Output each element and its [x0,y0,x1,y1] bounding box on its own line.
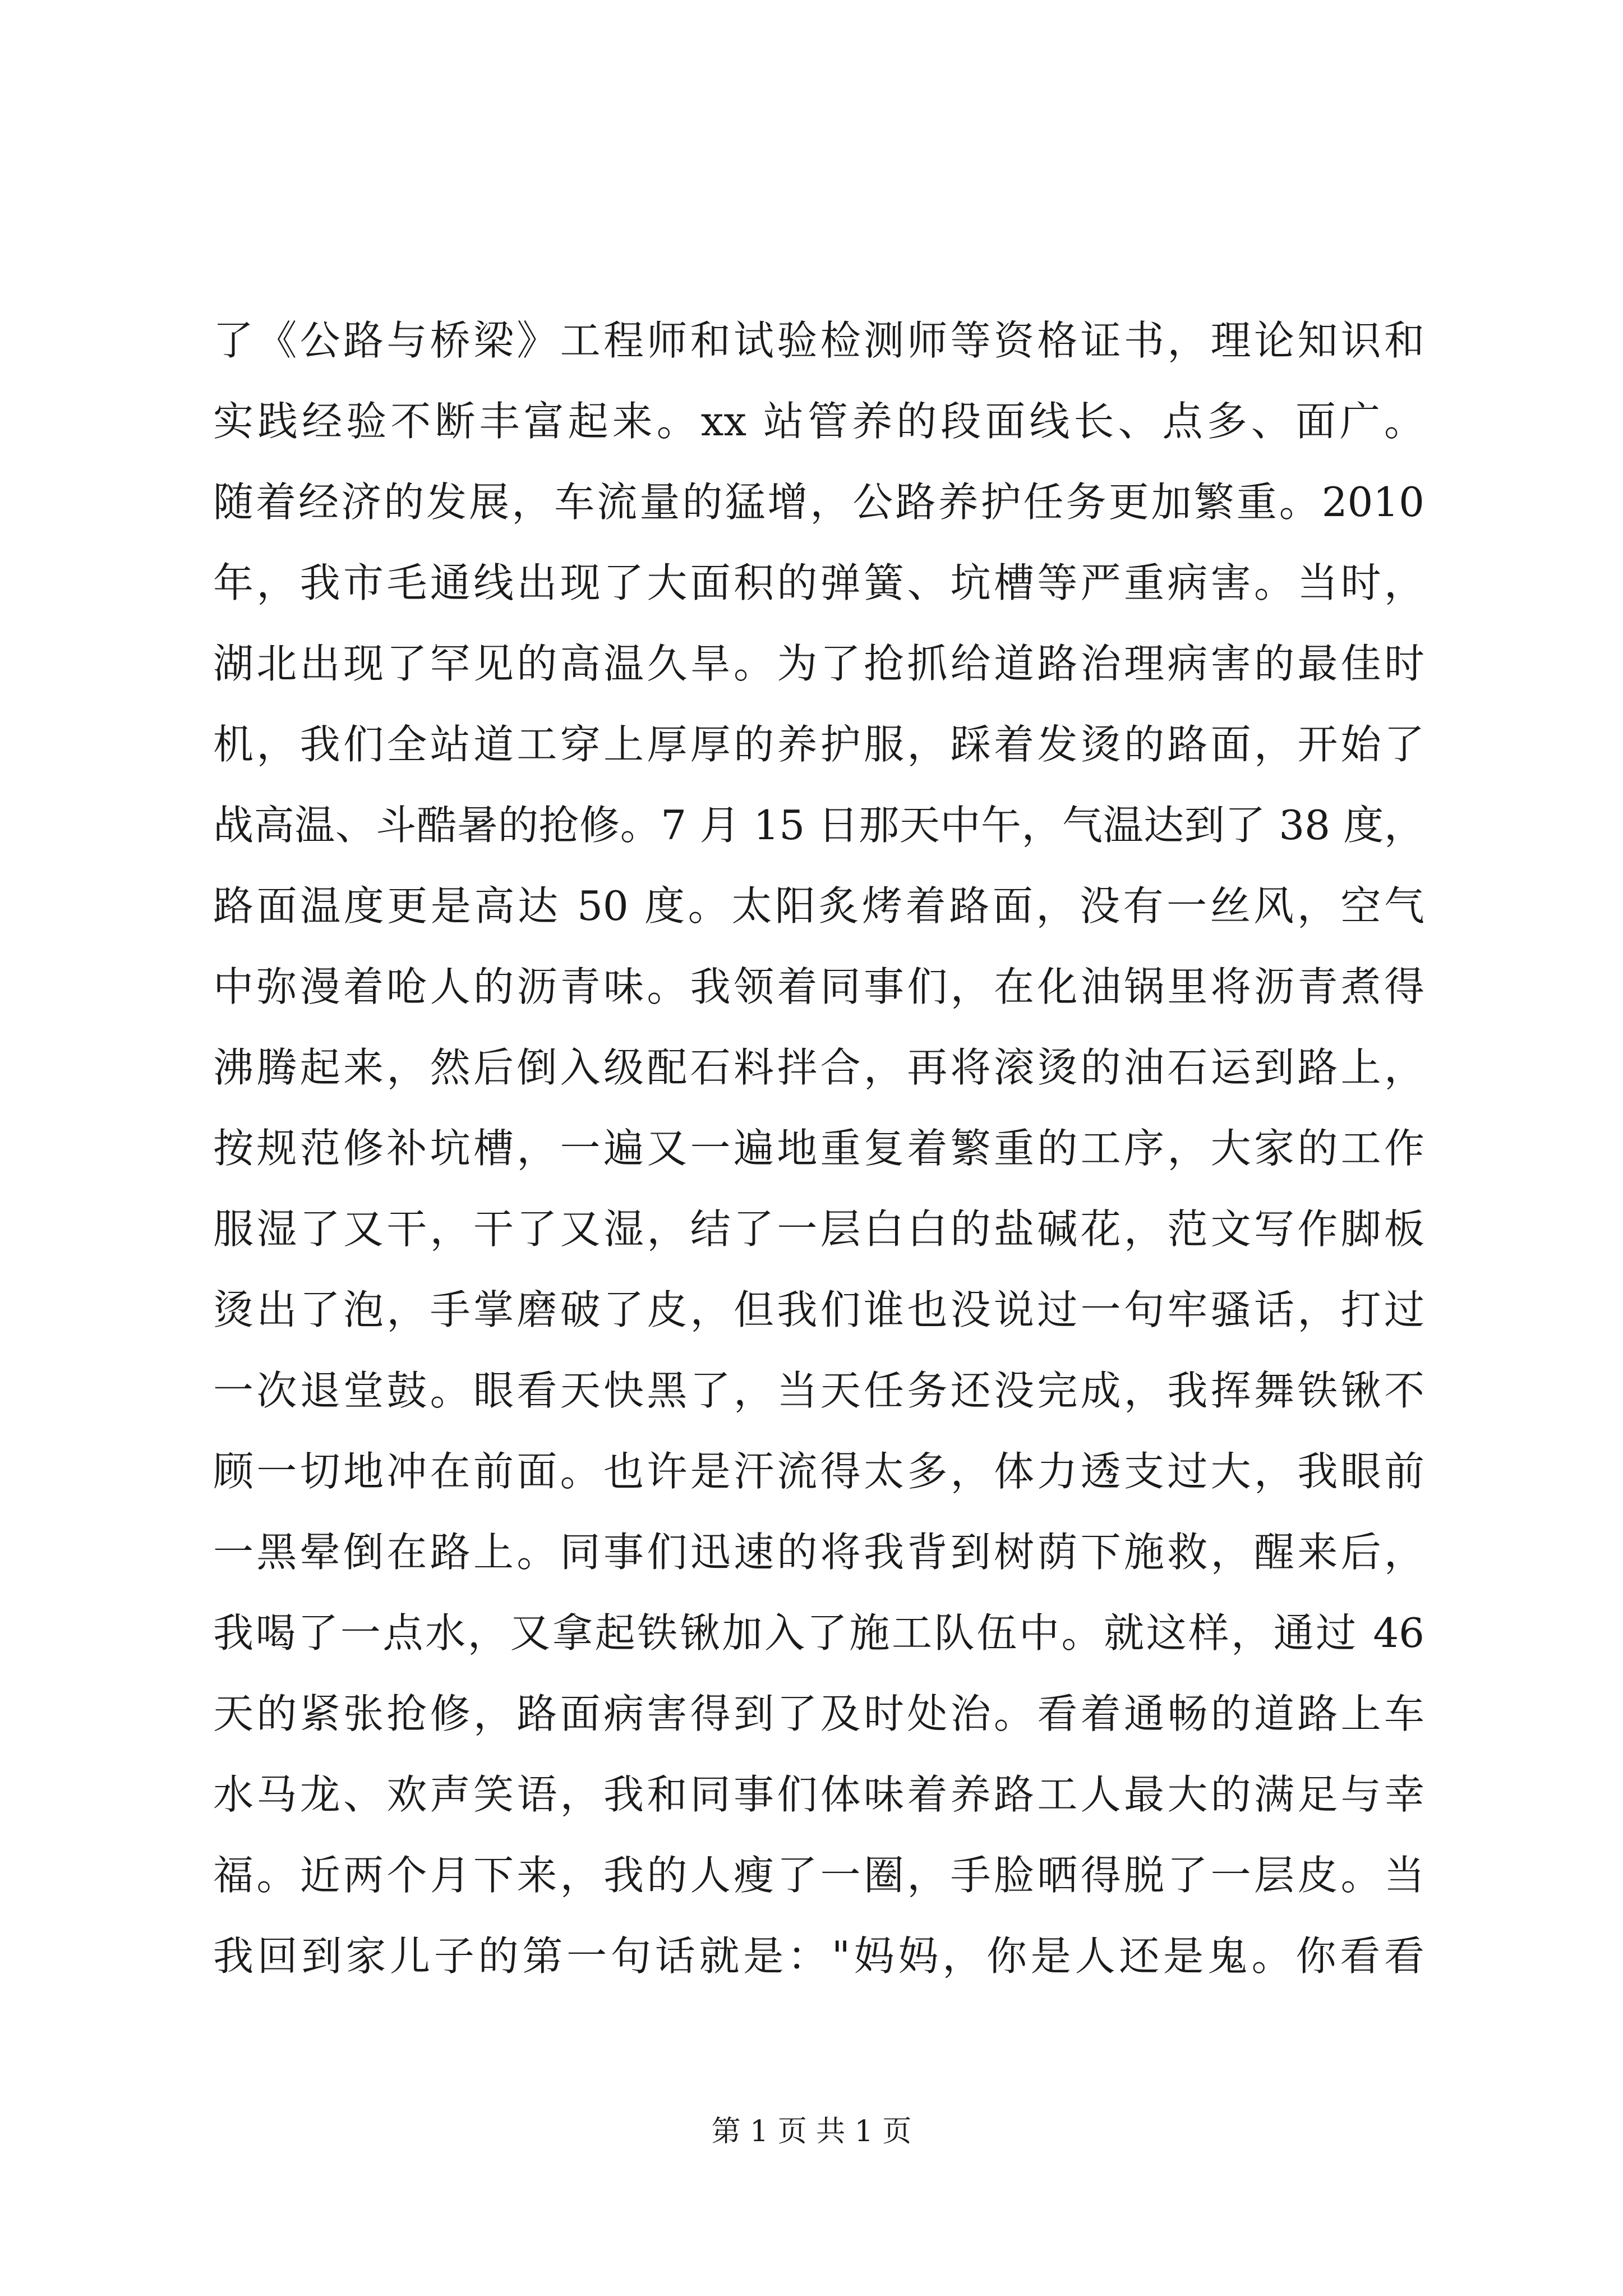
text-line: 实践经验不断丰富起来。xx 站管养的段面线长、点多、面广。 [213,398,1424,445]
text-line: 中弥漫着呛人的沥青味。我领着同事们，在化油锅里将沥青煮得 [213,963,1424,1010]
text-line: 天的紧张抢修，路面病害得到了及时处治。看着通畅的道路上车 [213,1690,1424,1737]
text-line: 烫出了泡，手掌磨破了皮，但我们谁也没说过一句牢骚话，打过 [213,1286,1424,1333]
text-line: 湖北出现了罕见的高温久旱。为了抢抓给道路治理病害的最佳时 [213,640,1424,687]
page-footer: 第 1 页 共 1 页 [711,2115,912,2148]
text-line: 水马龙、欢声笑语，我和同事们体味着养路工人最大的满足与幸 [213,1771,1424,1818]
text-line: 一次退堂鼓。眼看天快黑了，当天任务还没完成，我挥舞铁锹不 [213,1367,1424,1414]
text-line: 一黑晕倒在路上。同事们迅速的将我背到树荫下施救，醒来后， [213,1529,1424,1576]
text-line: 路面温度更是高达 50 度。太阳炙烤着路面，没有一丝风，空气 [213,882,1424,930]
text-line: 按规范修补坑槽，一遍又一遍地重复着繁重的工序，大家的工作 [213,1125,1424,1172]
body-text [213,300,1424,1996]
text-line: 服湿了又干，干了又湿，结了一层白白的盐碱花，范文写作脚板 [213,1205,1424,1253]
text-line: 年，我市毛通线出现了大面积的弹簧、坑槽等严重病害。当时， [213,559,1424,606]
text-line: 机，我们全站道工穿上厚厚的养护服，踩着发烫的路面，开始了 [213,721,1424,768]
text-line: 战高温、斗酷暑的抢修。7 月 15 日那天中午，气温达到了 38 度， [213,802,1424,849]
text-line: 我回到家儿子的第一句话就是："妈妈，你是人还是鬼。你看看 [213,1932,1424,1980]
text-line: 顾一切地冲在前面。也许是汗流得太多，体力透支过大，我眼前 [213,1448,1424,1495]
text-line: 沸腾起来，然后倒入级配石料拌合，再将滚烫的油石运到路上， [213,1044,1424,1091]
text-line: 我喝了一点水，又拿起铁锹加入了施工队伍中。就这样，通过 46 [213,1609,1424,1657]
text-line: 了《公路与桥梁》工程师和试验检测师等资格证书，理论知识和 [213,317,1424,364]
text-line: 随着经济的发展，车流量的猛增，公路养护任务更加繁重。2010 [213,478,1424,526]
text-line: 福。近两个月下来，我的人瘦了一圈，手脸晒得脱了一层皮。当 [213,1852,1424,1899]
